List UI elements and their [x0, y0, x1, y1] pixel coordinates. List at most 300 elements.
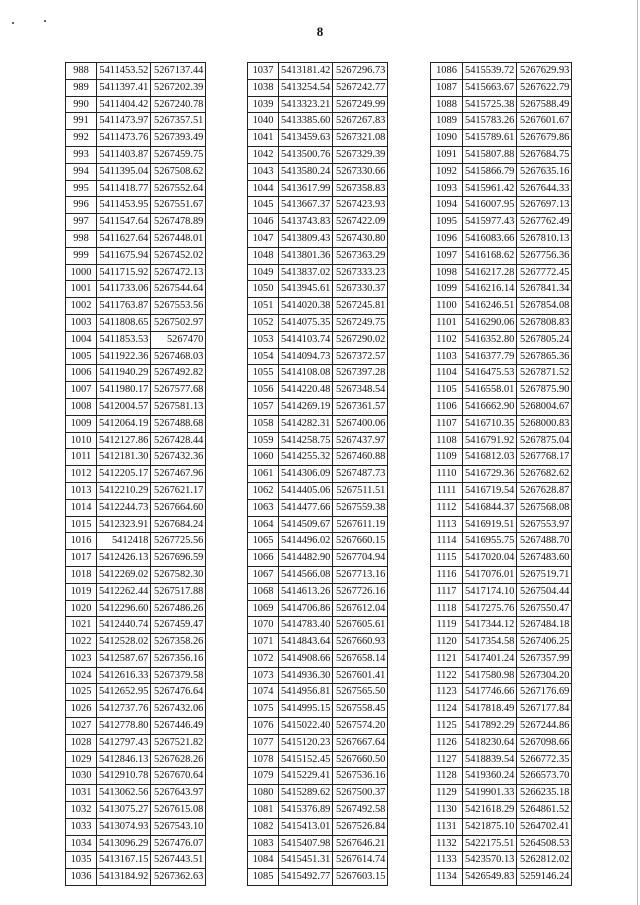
x-coordinate-cell: 5411397.41 [97, 79, 151, 96]
point-number-cell: 1078 [248, 751, 279, 768]
x-coordinate-cell: 5411473.76 [97, 130, 151, 147]
x-coordinate-cell: 5413385.60 [279, 113, 333, 130]
x-coordinate-cell: 5415961.42 [463, 180, 517, 197]
x-coordinate-cell: 5415407.98 [279, 835, 333, 852]
table-row [66, 667, 206, 684]
table-row [431, 785, 572, 802]
x-coordinate-cell: 5417580.98 [463, 667, 517, 684]
x-coordinate-cell: 5413837.02 [279, 264, 333, 281]
point-number-cell: 988 [66, 63, 97, 80]
x-coordinate-cell: 5412418 [97, 533, 151, 550]
y-coordinate-cell: 5267488.70 [517, 533, 572, 550]
table-row [66, 113, 206, 130]
point-number-cell: 989 [66, 79, 97, 96]
table-row [248, 398, 388, 415]
y-coordinate-cell: 5262812.02 [517, 852, 572, 869]
y-coordinate-cell: 5267430.80 [333, 230, 388, 247]
point-number-cell: 1013 [66, 482, 97, 499]
table-row [248, 818, 388, 835]
table-row [66, 432, 206, 449]
y-coordinate-cell: 5267772.45 [517, 264, 572, 281]
point-number-cell: 1083 [248, 835, 279, 852]
point-number-cell: 1076 [248, 718, 279, 735]
x-coordinate-cell: 5416919.51 [463, 516, 517, 533]
y-coordinate-cell: 5267249.75 [333, 314, 388, 331]
page-number: 8 [316, 24, 324, 39]
point-number-cell: 1093 [431, 180, 463, 197]
x-coordinate-cell: 5415492.77 [279, 869, 333, 886]
point-number-cell: 1034 [66, 835, 97, 852]
point-number-cell: 1006 [66, 365, 97, 382]
y-coordinate-cell: 5267470 [151, 331, 206, 348]
y-coordinate-cell: 5267614.74 [333, 852, 388, 869]
point-number-cell: 1128 [431, 768, 463, 785]
y-coordinate-cell: 5267177.84 [517, 701, 572, 718]
table-row [431, 516, 572, 533]
point-number-cell: 1107 [431, 415, 463, 432]
x-coordinate-cell: 5415376.89 [279, 802, 333, 819]
point-number-cell: 1007 [66, 382, 97, 399]
point-number-cell: 1025 [66, 684, 97, 701]
x-coordinate-cell: 5414482.90 [279, 550, 333, 567]
x-coordinate-cell: 5411418.77 [97, 180, 151, 197]
x-coordinate-cell: 5416217.28 [463, 264, 517, 281]
point-number-cell: 1082 [248, 818, 279, 835]
point-number-cell: 1024 [66, 667, 97, 684]
table-row [431, 499, 572, 516]
table-row [431, 482, 572, 499]
table-row [431, 247, 572, 264]
point-number-cell: 1040 [248, 113, 279, 130]
y-coordinate-cell: 5267459.47 [151, 617, 206, 634]
table-row [66, 701, 206, 718]
x-coordinate-cell: 5414477.66 [279, 499, 333, 516]
x-coordinate-cell: 5411980.17 [97, 382, 151, 399]
x-coordinate-cell: 5415725.38 [463, 96, 517, 113]
x-coordinate-cell: 5413323.21 [279, 96, 333, 113]
table-row [248, 835, 388, 852]
point-number-cell: 993 [66, 146, 97, 163]
x-coordinate-cell: 5412440.74 [97, 617, 151, 634]
table-row [66, 852, 206, 869]
point-number-cell: 1097 [431, 247, 463, 264]
x-coordinate-cell: 5414306.09 [279, 466, 333, 483]
point-number-cell: 1030 [66, 768, 97, 785]
y-coordinate-cell: 5267437.97 [333, 432, 388, 449]
table-row [66, 96, 206, 113]
x-coordinate-cell: 5412269.02 [97, 566, 151, 583]
point-number-cell: 1051 [248, 298, 279, 315]
table-row [66, 146, 206, 163]
x-coordinate-cell: 5418839.54 [463, 751, 517, 768]
y-coordinate-cell: 5267492.82 [151, 365, 206, 382]
point-number-cell: 1060 [248, 449, 279, 466]
y-coordinate-cell: 5267682.62 [517, 466, 572, 483]
point-number-cell: 1021 [66, 617, 97, 634]
point-number-cell: 1109 [431, 449, 463, 466]
y-coordinate-cell: 5267628.26 [151, 751, 206, 768]
table-row [431, 449, 572, 466]
table-row [431, 550, 572, 567]
table-row [431, 230, 572, 247]
point-number-cell: 1012 [66, 466, 97, 483]
x-coordinate-cell: 5414094.73 [279, 348, 333, 365]
point-number-cell: 1100 [431, 298, 463, 315]
table-row [248, 214, 388, 231]
x-coordinate-cell: 5413062.56 [97, 785, 151, 802]
x-coordinate-cell: 5412323.91 [97, 516, 151, 533]
y-coordinate-cell: 5267372.57 [333, 348, 388, 365]
table-row [66, 466, 206, 483]
y-coordinate-cell: 5267267.83 [333, 113, 388, 130]
point-number-cell: 1121 [431, 650, 463, 667]
y-coordinate-cell: 5267362.63 [151, 869, 206, 886]
x-coordinate-cell: 5415663.67 [463, 79, 517, 96]
x-coordinate-cell: 5414258.75 [279, 432, 333, 449]
table-row [248, 499, 388, 516]
table-row [431, 617, 572, 634]
point-number-cell: 1039 [248, 96, 279, 113]
y-coordinate-cell: 5267601.41 [333, 667, 388, 684]
x-coordinate-cell: 5416377.79 [463, 348, 517, 365]
point-number-cell: 1103 [431, 348, 463, 365]
scan-speck [44, 20, 46, 22]
y-coordinate-cell: 5267432.36 [151, 449, 206, 466]
point-number-cell: 1005 [66, 348, 97, 365]
x-coordinate-cell: 5416729.36 [463, 466, 517, 483]
point-number-cell: 1020 [66, 600, 97, 617]
y-coordinate-cell: 5267486.26 [151, 600, 206, 617]
x-coordinate-cell: 5412616.33 [97, 667, 151, 684]
x-coordinate-cell: 5412127.86 [97, 432, 151, 449]
y-coordinate-cell: 5267644.33 [517, 180, 572, 197]
x-coordinate-cell: 5415229.41 [279, 768, 333, 785]
point-number-cell: 1047 [248, 230, 279, 247]
table-row [431, 180, 572, 197]
y-coordinate-cell: 5267808.83 [517, 314, 572, 331]
y-coordinate-cell: 5267508.62 [151, 163, 206, 180]
table-row [248, 734, 388, 751]
point-number-cell: 1120 [431, 634, 463, 651]
point-number-cell: 1038 [248, 79, 279, 96]
table-row [431, 684, 572, 701]
table-row [66, 734, 206, 751]
y-coordinate-cell: 5267726.16 [333, 583, 388, 600]
x-coordinate-cell: 5416844.37 [463, 499, 517, 516]
table-row [66, 802, 206, 819]
point-number-cell: 1050 [248, 281, 279, 298]
x-coordinate-cell: 5415783.26 [463, 113, 517, 130]
table-row [248, 516, 388, 533]
x-coordinate-cell: 5412244.73 [97, 499, 151, 516]
y-coordinate-cell: 5267361.57 [333, 398, 388, 415]
y-coordinate-cell: 5267245.81 [333, 298, 388, 315]
x-coordinate-cell: 5414995.15 [279, 701, 333, 718]
point-number-cell: 1123 [431, 684, 463, 701]
point-number-cell: 1074 [248, 684, 279, 701]
y-coordinate-cell: 5267544.64 [151, 281, 206, 298]
y-coordinate-cell: 5267406.25 [517, 634, 572, 651]
x-coordinate-cell: 5415022.40 [279, 718, 333, 735]
point-number-cell: 1110 [431, 466, 463, 483]
table-row [431, 197, 572, 214]
coordinates-table-1 [65, 62, 206, 886]
point-number-cell: 1091 [431, 146, 463, 163]
y-coordinate-cell: 5267240.78 [151, 96, 206, 113]
table-row [66, 617, 206, 634]
table-row [431, 718, 572, 735]
point-number-cell: 1049 [248, 264, 279, 281]
point-number-cell: 1071 [248, 634, 279, 651]
y-coordinate-cell: 5267660.50 [333, 751, 388, 768]
point-number-cell: 1008 [66, 398, 97, 415]
table-row [431, 398, 572, 415]
table-row [248, 667, 388, 684]
table-row [248, 785, 388, 802]
x-coordinate-cell: 5416007.95 [463, 197, 517, 214]
table-row [248, 382, 388, 399]
point-number-cell: 1122 [431, 667, 463, 684]
x-coordinate-cell: 5411853.53 [97, 331, 151, 348]
y-coordinate-cell: 5268000.83 [517, 415, 572, 432]
table-row [66, 298, 206, 315]
x-coordinate-cell: 5414706.86 [279, 600, 333, 617]
table-row [431, 818, 572, 835]
y-coordinate-cell: 5267551.67 [151, 197, 206, 214]
y-coordinate-cell: 5267330.37 [333, 281, 388, 298]
y-coordinate-cell: 5267321.08 [333, 130, 388, 147]
table-row [66, 180, 206, 197]
x-coordinate-cell: 5414020.38 [279, 298, 333, 315]
point-number-cell: 1096 [431, 230, 463, 247]
table-row [431, 331, 572, 348]
point-number-cell: 1073 [248, 667, 279, 684]
table-row [248, 96, 388, 113]
y-coordinate-cell: 5267358.83 [333, 180, 388, 197]
point-number-cell: 1081 [248, 802, 279, 819]
table-row [248, 365, 388, 382]
y-coordinate-cell: 5267603.15 [333, 869, 388, 886]
table-row [431, 802, 572, 819]
point-number-cell: 1080 [248, 785, 279, 802]
table-row [66, 718, 206, 735]
y-coordinate-cell: 5267865.36 [517, 348, 572, 365]
point-number-cell: 1090 [431, 130, 463, 147]
x-coordinate-cell: 5412262.44 [97, 583, 151, 600]
y-coordinate-cell: 5267290.02 [333, 331, 388, 348]
table-row [431, 63, 572, 80]
y-coordinate-cell: 5267137.44 [151, 63, 206, 80]
table-row [66, 130, 206, 147]
table-row [431, 600, 572, 617]
x-coordinate-cell: 5414936.30 [279, 667, 333, 684]
y-coordinate-cell: 5267423.93 [333, 197, 388, 214]
point-number-cell: 1004 [66, 331, 97, 348]
table-row [431, 298, 572, 315]
point-number-cell: 1002 [66, 298, 97, 315]
point-number-cell: 1101 [431, 314, 463, 331]
table-row [248, 247, 388, 264]
x-coordinate-cell: 5413459.63 [279, 130, 333, 147]
x-coordinate-cell: 5417020.04 [463, 550, 517, 567]
x-coordinate-cell: 5414956.81 [279, 684, 333, 701]
scan-edge [637, 0, 638, 905]
y-coordinate-cell: 5267558.45 [333, 701, 388, 718]
y-coordinate-cell: 5267397.28 [333, 365, 388, 382]
point-number-cell: 1095 [431, 214, 463, 231]
y-coordinate-cell: 5267393.49 [151, 130, 206, 147]
point-number-cell: 1009 [66, 415, 97, 432]
table-row [248, 264, 388, 281]
coordinates-table-3 [430, 62, 572, 886]
x-coordinate-cell: 5414075.35 [279, 314, 333, 331]
y-coordinate-cell: 5267854.08 [517, 298, 572, 315]
x-coordinate-cell: 5413074.93 [97, 818, 151, 835]
point-number-cell: 1026 [66, 701, 97, 718]
x-coordinate-cell: 5411733.06 [97, 281, 151, 298]
y-coordinate-cell: 5267422.09 [333, 214, 388, 231]
table-row [66, 751, 206, 768]
x-coordinate-cell: 5415120.23 [279, 734, 333, 751]
table-row [248, 583, 388, 600]
y-coordinate-cell: 5267553.97 [517, 516, 572, 533]
point-number-cell: 1044 [248, 180, 279, 197]
table-row [66, 566, 206, 583]
point-number-cell: 1017 [66, 550, 97, 567]
point-number-cell: 1027 [66, 718, 97, 735]
table-row [66, 835, 206, 852]
x-coordinate-cell: 5413580.24 [279, 163, 333, 180]
x-coordinate-cell: 5412797.43 [97, 734, 151, 751]
y-coordinate-cell: 5267357.51 [151, 113, 206, 130]
point-number-cell: 996 [66, 197, 97, 214]
point-number-cell: 1094 [431, 197, 463, 214]
point-number-cell: 1011 [66, 449, 97, 466]
y-coordinate-cell: 5267452.02 [151, 247, 206, 264]
y-coordinate-cell: 5267621.17 [151, 482, 206, 499]
x-coordinate-cell: 5411763.87 [97, 298, 151, 315]
table-row [248, 852, 388, 869]
x-coordinate-cell: 5416719.54 [463, 482, 517, 499]
point-number-cell: 1032 [66, 802, 97, 819]
point-number-cell: 1014 [66, 499, 97, 516]
y-coordinate-cell: 5267601.67 [517, 113, 572, 130]
table-row [66, 415, 206, 432]
point-number-cell: 1048 [248, 247, 279, 264]
y-coordinate-cell: 5267805.24 [517, 331, 572, 348]
table-row [431, 835, 572, 852]
x-coordinate-cell: 5413945.61 [279, 281, 333, 298]
table-row [66, 533, 206, 550]
y-coordinate-cell: 5267588.49 [517, 96, 572, 113]
x-coordinate-cell: 5419360.24 [463, 768, 517, 785]
y-coordinate-cell: 5267713.16 [333, 566, 388, 583]
table-row [248, 298, 388, 315]
x-coordinate-cell: 5415413.01 [279, 818, 333, 835]
y-coordinate-cell: 5267460.88 [333, 449, 388, 466]
x-coordinate-cell: 5412652.95 [97, 684, 151, 701]
point-number-cell: 1124 [431, 701, 463, 718]
point-number-cell: 1046 [248, 214, 279, 231]
y-coordinate-cell: 5267356.16 [151, 650, 206, 667]
table-row [248, 163, 388, 180]
x-coordinate-cell: 5414282.31 [279, 415, 333, 432]
point-number-cell: 997 [66, 214, 97, 231]
y-coordinate-cell: 5266772.35 [517, 751, 572, 768]
table-row [248, 684, 388, 701]
y-coordinate-cell: 5267443.51 [151, 852, 206, 869]
point-number-cell: 1079 [248, 768, 279, 785]
table-row [248, 566, 388, 583]
y-coordinate-cell: 5267348.54 [333, 382, 388, 399]
point-number-cell: 1125 [431, 718, 463, 735]
table-row [66, 63, 206, 80]
table-row [66, 230, 206, 247]
y-coordinate-cell: 5267697.13 [517, 197, 572, 214]
y-coordinate-cell: 5267615.08 [151, 802, 206, 819]
x-coordinate-cell: 5415789.61 [463, 130, 517, 147]
x-coordinate-cell: 5414405.06 [279, 482, 333, 499]
point-number-cell: 1001 [66, 281, 97, 298]
y-coordinate-cell: 5264508.53 [517, 835, 572, 852]
table-row [248, 701, 388, 718]
x-coordinate-cell: 5426549.83 [463, 869, 517, 886]
point-number-cell: 1016 [66, 533, 97, 550]
y-coordinate-cell: 5267871.52 [517, 365, 572, 382]
table-row [248, 180, 388, 197]
y-coordinate-cell: 5267467.96 [151, 466, 206, 483]
x-coordinate-cell: 5417892.29 [463, 718, 517, 735]
table-row [248, 482, 388, 499]
table-row [431, 734, 572, 751]
y-coordinate-cell: 5267660.15 [333, 533, 388, 550]
y-coordinate-cell: 5267667.64 [333, 734, 388, 751]
y-coordinate-cell: 5267605.61 [333, 617, 388, 634]
point-number-cell: 1052 [248, 314, 279, 331]
table-row [66, 382, 206, 399]
x-coordinate-cell: 5423570.13 [463, 852, 517, 869]
y-coordinate-cell: 5267357.99 [517, 650, 572, 667]
table-row [66, 600, 206, 617]
table-row [431, 751, 572, 768]
x-coordinate-cell: 5418230.64 [463, 734, 517, 751]
table-row [431, 96, 572, 113]
point-number-cell: 1099 [431, 281, 463, 298]
point-number-cell: 999 [66, 247, 97, 264]
table-row [431, 533, 572, 550]
table-row [66, 785, 206, 802]
table-row [248, 146, 388, 163]
x-coordinate-cell: 5411808.65 [97, 314, 151, 331]
y-coordinate-cell: 5267762.49 [517, 214, 572, 231]
table-row [66, 331, 206, 348]
table-row [431, 264, 572, 281]
y-coordinate-cell: 5267432.06 [151, 701, 206, 718]
y-coordinate-cell: 5267643.97 [151, 785, 206, 802]
point-number-cell: 1035 [66, 852, 97, 869]
x-coordinate-cell: 5416710.35 [463, 415, 517, 432]
table-row [66, 197, 206, 214]
table-row [431, 79, 572, 96]
x-coordinate-cell: 5416791.92 [463, 432, 517, 449]
x-coordinate-cell: 5414220.48 [279, 382, 333, 399]
table-row [248, 230, 388, 247]
x-coordinate-cell: 5412528.02 [97, 634, 151, 651]
point-number-cell: 1105 [431, 382, 463, 399]
y-coordinate-cell: 5267379.58 [151, 667, 206, 684]
y-coordinate-cell: 5267176.69 [517, 684, 572, 701]
table-row [431, 583, 572, 600]
